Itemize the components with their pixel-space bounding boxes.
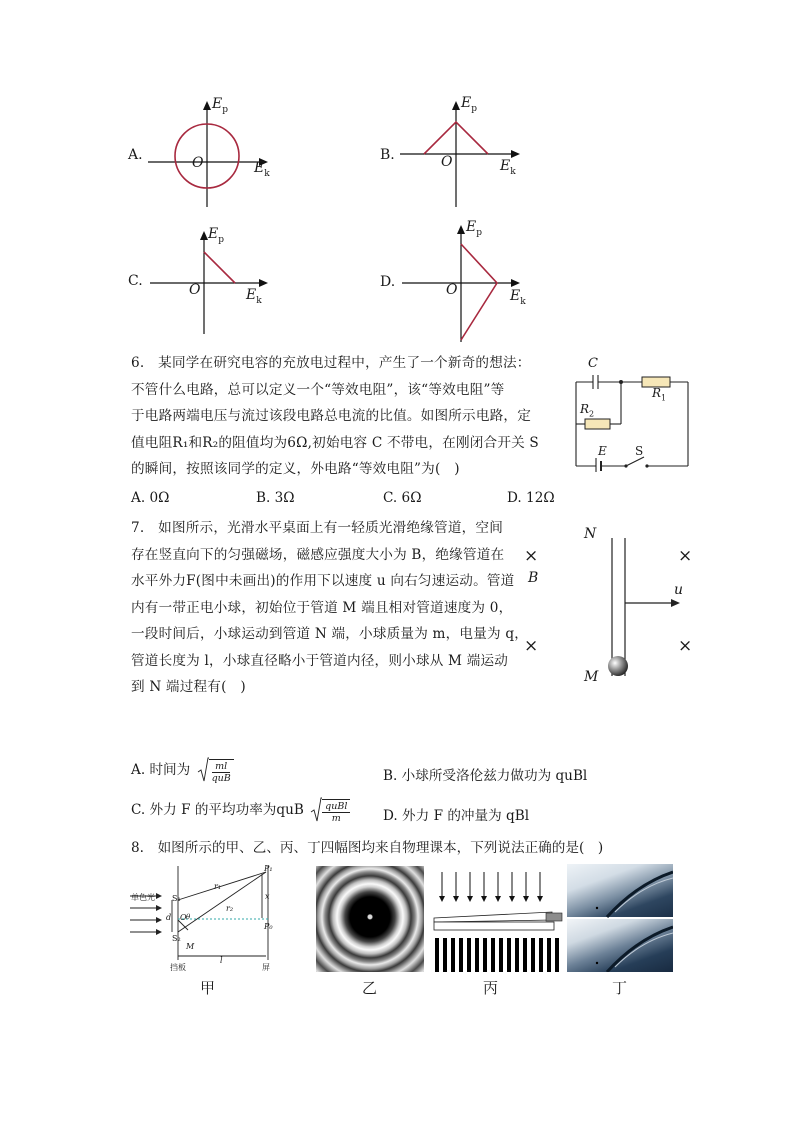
graph-d (380, 216, 540, 344)
r1-label: $R_1$ (652, 386, 667, 403)
p1-label: P₁ (264, 864, 273, 873)
q6-option-a[interactable]: A. 0Ω (131, 490, 170, 506)
m-label: M (186, 942, 195, 951)
q7-option-d[interactable]: D. 外力 F 的冲量为 qBl (383, 808, 530, 824)
axis-ek-label: $E_k$ (510, 288, 526, 307)
graph-c (128, 224, 288, 336)
q7-line: 管道长度为 l，小球直径略小于管道内径，则小球从 M 端运动 (131, 652, 509, 669)
switch-label: S (635, 444, 644, 458)
q7-line: 到 N 端过程有( ) (131, 679, 246, 695)
battery-label: E (598, 444, 607, 458)
q7-option-a[interactable]: A. 时间为 ml quB (131, 757, 234, 784)
q7-line: 一段时间后，小球运动到管道 N 端，小球质量为 m，电量为 q， (131, 626, 529, 642)
axis-ek-label: $E_k$ (246, 287, 262, 306)
q7-line: 7. 如图所示，光滑水平桌面上有一轻质光滑绝缘管道，空间 (131, 520, 504, 536)
screen-label: 屏 (262, 963, 270, 972)
option-letter-a: A. (128, 147, 143, 163)
q6-line: 值电阻R₁和R₂的阻值均为6Ω,初始电容 C 不带电，在刚闭合开关 S (131, 434, 539, 451)
m-label: M (584, 669, 599, 685)
axis-ep-label: $E_p$ (461, 95, 477, 114)
question-7-text (131, 515, 531, 701)
p0-label: P₀ (264, 922, 273, 931)
option-letter-c: C. (128, 273, 143, 289)
u-label: u (674, 582, 684, 598)
graph-d-plot (380, 216, 540, 344)
q6-line: 于电路两端电压与流过该段电路总电流的比值。如图所示电路，定 (131, 408, 532, 424)
question-6-text (131, 350, 551, 483)
q6-option-b[interactable]: B. 3Ω (256, 490, 295, 506)
graph-b-plot (380, 92, 540, 210)
r2-label: r₂ (226, 904, 234, 913)
r2-label: $R_2$ (580, 402, 595, 419)
q7-line: 存在竖直向下的匀强磁场，磁感应强度大小为 B，绝缘管道在 (131, 546, 505, 563)
l-label: l (220, 956, 223, 965)
q6-line: 6. 某同学在研究电容的充放电过程中，产生了一个新奇的想法： (131, 355, 531, 371)
x-label: x (265, 892, 270, 901)
q7-line: 水平外力F(图中未画出)的作用下以速度 u 向右匀速运动。管道 (131, 573, 515, 589)
caption-bing: 丙 (483, 979, 499, 997)
q6-option-d[interactable]: D. 12Ω (507, 490, 555, 506)
axis-ek-label: $E_k$ (254, 160, 270, 179)
origin-label: O (446, 282, 458, 298)
question-8-text: 8. 如图所示的甲、乙、丙、丁四幅图均来自物理课本，下列说法正确的是( ) (131, 840, 604, 856)
caption-ding: 丁 (612, 979, 628, 997)
axis-ep-label: $E_p$ (466, 219, 482, 238)
q6-line: 不管什么电路，总可以定义一个“等效电阻”，该“等效电阻”等 (131, 381, 505, 398)
q7-line: 内有一带正电小球，初始位于管道 M 端且相对管道速度为 0， (131, 599, 513, 616)
b-label: B (528, 570, 539, 586)
q7-option-c[interactable]: C. 外力 F 的平均功率为quB quBl m (131, 797, 350, 824)
q7-figure (520, 520, 700, 692)
origin-label: O (192, 155, 204, 171)
option-letter-b: B. (380, 147, 395, 163)
graph-a-plot (128, 92, 288, 210)
board-label: 挡板 (170, 963, 186, 972)
figure-yi (316, 866, 424, 972)
q6-line: 的瞬间，按照该同学的定义，外电路“等效电阻”为( ) (131, 461, 460, 477)
n-label: N (584, 526, 597, 542)
graph-b (380, 92, 540, 210)
cross-mark: × (678, 636, 693, 656)
s2-label: S₂ (172, 934, 181, 943)
r1-label: r₁ (214, 882, 222, 891)
caption-yi: 乙 (362, 979, 378, 997)
capacitor-label: C (588, 356, 598, 371)
axis-ep-label: $E_p$ (212, 96, 228, 115)
sqrt-expression: ml quB (197, 757, 234, 784)
origin-label: O (441, 154, 453, 170)
caption-jia: 甲 (200, 979, 216, 997)
axis-ep-label: $E_p$ (208, 226, 224, 245)
d-label: d (166, 913, 172, 922)
option-letter-d: D. (380, 274, 396, 290)
q7-option-b[interactable]: B. 小球所受洛伦兹力做功为 quBl (383, 768, 588, 784)
origin-label: O (189, 282, 201, 298)
cross-mark: × (678, 546, 693, 566)
o-label: O (180, 913, 187, 922)
theta-label: θ (186, 913, 191, 921)
ball (608, 656, 628, 676)
light-label: 单色光 (131, 893, 155, 902)
figure-ding (567, 864, 673, 972)
cross-mark: × (524, 636, 539, 656)
q6-option-c[interactable]: C. 6Ω (383, 490, 422, 506)
arrowhead-curve (461, 244, 497, 340)
cross-mark: × (524, 546, 539, 566)
graph-a (128, 92, 288, 210)
line-curve (204, 252, 235, 283)
figure-bing (432, 866, 564, 972)
figure-jia (128, 862, 286, 980)
sqrt-expression: quBl m (310, 797, 350, 824)
q6-circuit-diagram (566, 356, 696, 472)
s1-label: S₁ (172, 894, 181, 903)
resistor-r2 (585, 419, 610, 429)
axis-ek-label: $E_k$ (500, 158, 516, 177)
